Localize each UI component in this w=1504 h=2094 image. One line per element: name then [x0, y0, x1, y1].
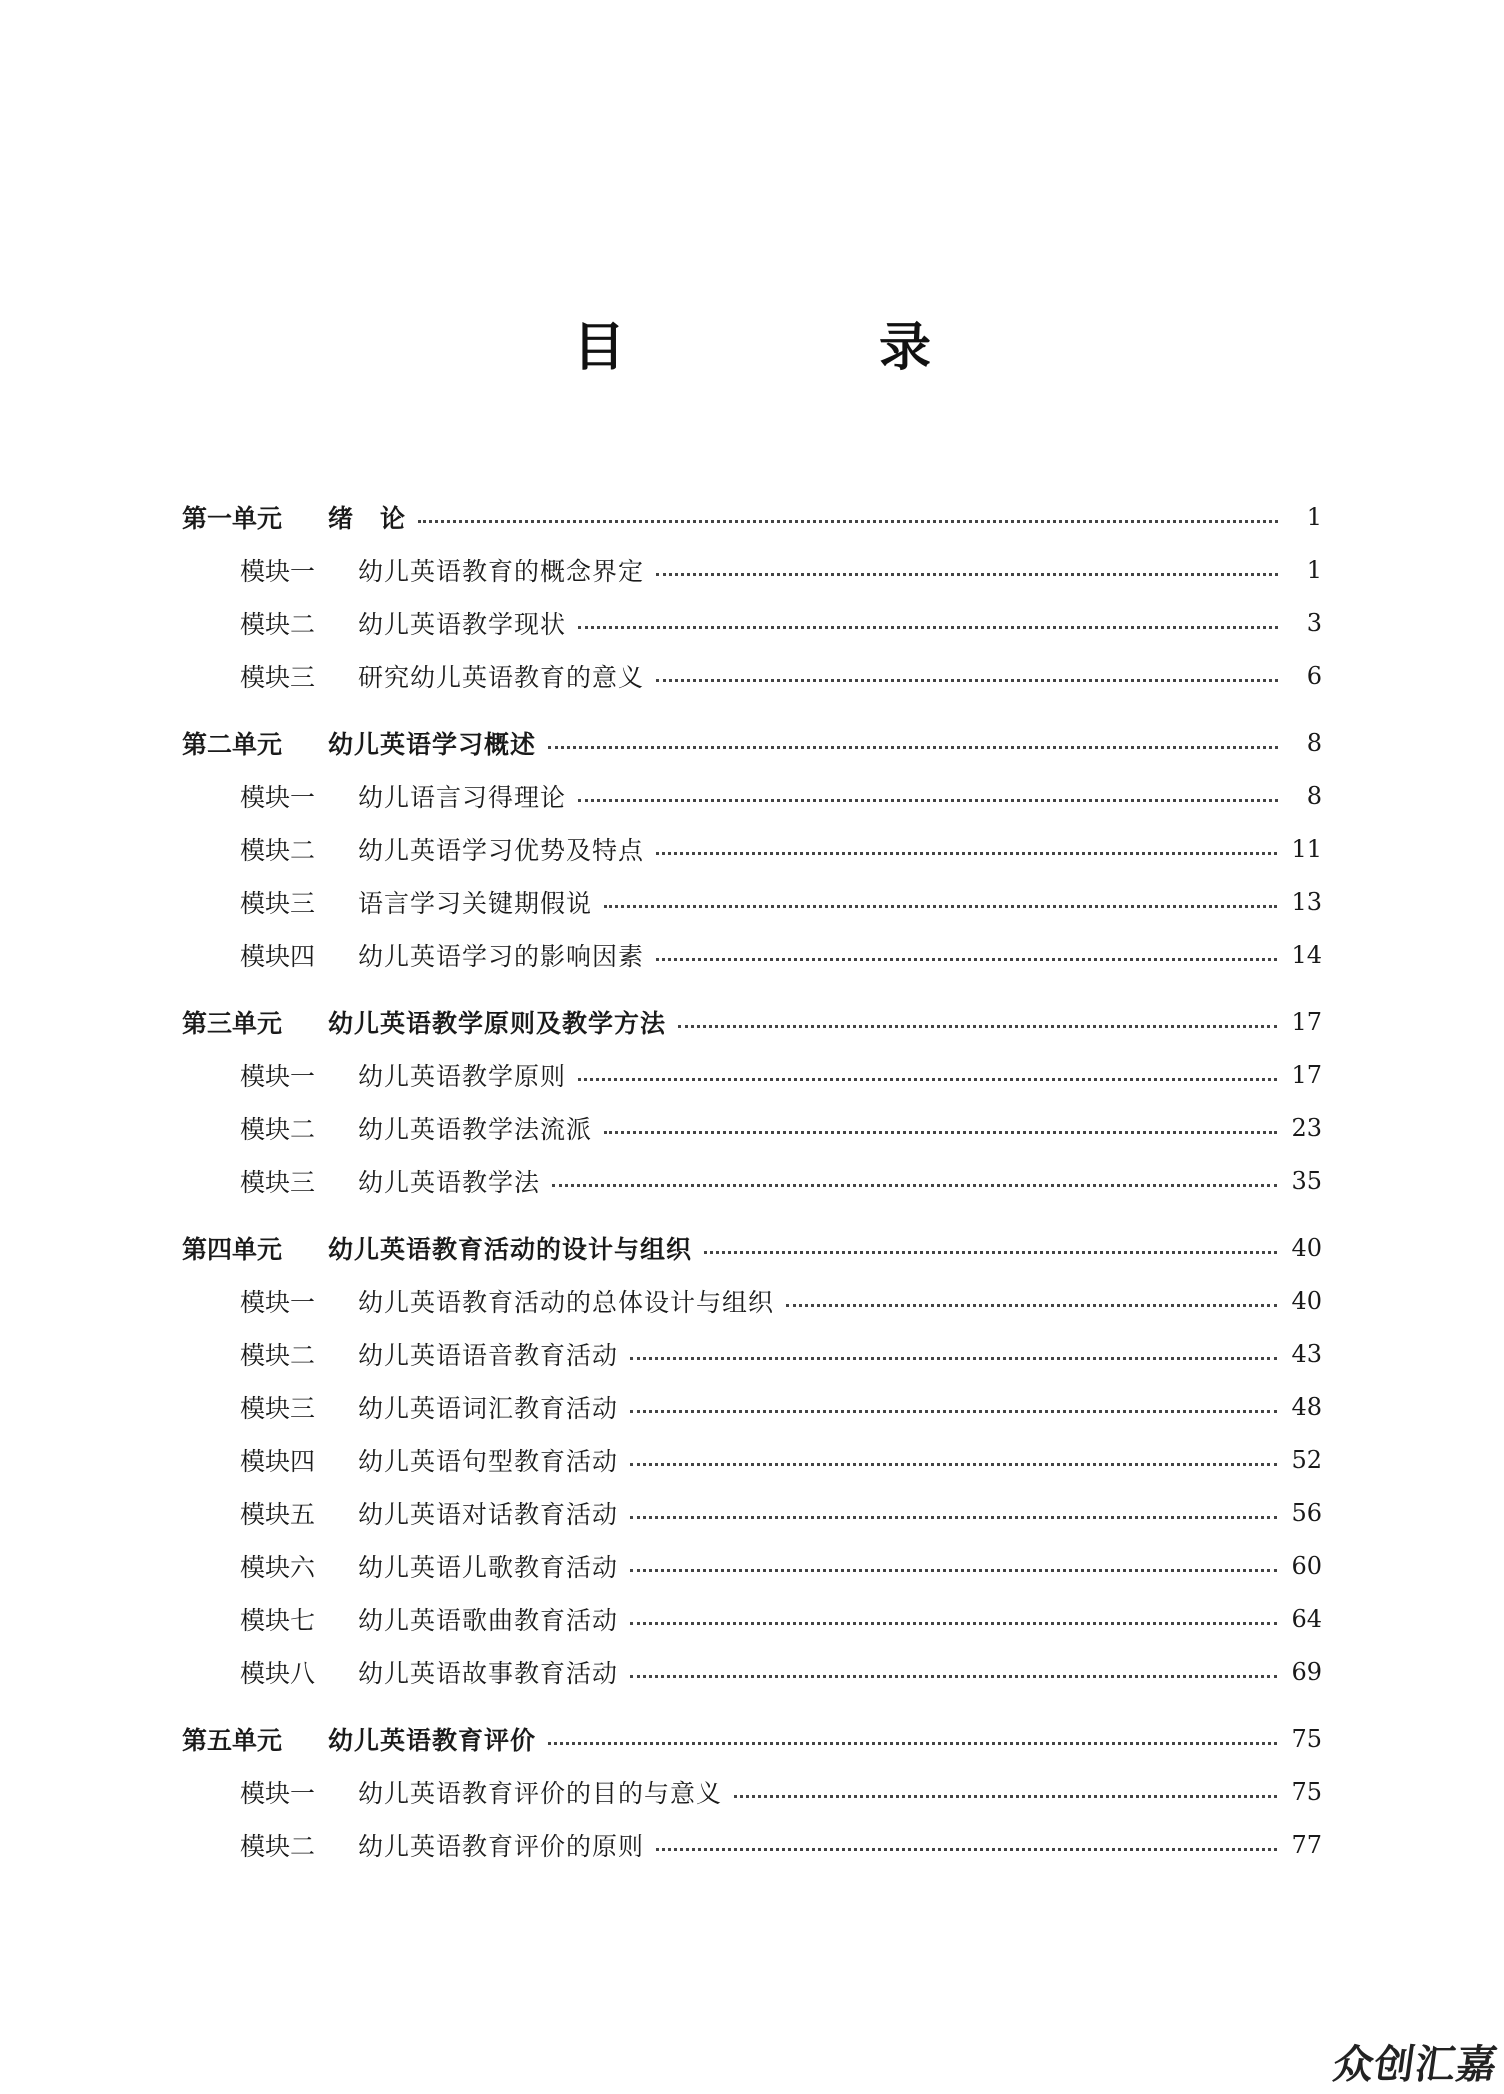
module-number: 模块二 [240, 835, 316, 865]
toc-unit-1 [0, 490, 1504, 702]
module-number: 模块一 [240, 1061, 316, 1091]
module-number: 模块五 [240, 1499, 316, 1529]
dot-leader [418, 520, 1278, 523]
unit-title: 幼儿英语教学原则及教学方法 [328, 1008, 667, 1038]
page-number: 64 [1291, 1604, 1322, 1633]
dot-leader [678, 1025, 1277, 1028]
page-number: 6 [1306, 661, 1322, 690]
module-number: 模块三 [240, 1167, 316, 1197]
module-number: 模块六 [240, 1552, 316, 1582]
dot-leader [578, 1078, 1277, 1081]
dot-leader [656, 1848, 1277, 1851]
module-number: 模块三 [240, 662, 316, 692]
dot-leader [656, 958, 1277, 961]
module-title: 幼儿英语故事教育活动 [358, 1658, 619, 1688]
toc-module-row[interactable] [0, 1274, 1322, 1327]
dot-leader [630, 1516, 1277, 1519]
dot-leader [604, 1131, 1277, 1134]
module-title: 幼儿英语学习的影响因素 [358, 941, 645, 971]
module-title: 幼儿英语对话教育活动 [358, 1499, 619, 1529]
toc-module-row[interactable] [0, 769, 1322, 822]
toc-unit-row[interactable] [0, 995, 1322, 1048]
module-number: 模块二 [240, 1831, 316, 1861]
module-number: 模块二 [240, 1340, 316, 1370]
page-number: 13 [1291, 887, 1322, 916]
module-number: 模块四 [240, 941, 316, 971]
page-number: 75 [1291, 1724, 1322, 1753]
toc-module-row[interactable] [0, 822, 1322, 875]
module-title: 幼儿英语词汇教育活动 [358, 1393, 619, 1423]
table-of-contents [0, 490, 1504, 1871]
toc-unit-5 [0, 1712, 1504, 1871]
toc-unit-row[interactable] [0, 1712, 1322, 1765]
module-number: 模块八 [240, 1658, 316, 1688]
module-title: 幼儿英语教学法流派 [358, 1114, 593, 1144]
module-number: 模块三 [240, 888, 316, 918]
module-title: 幼儿英语教学法 [358, 1167, 541, 1197]
module-number: 模块七 [240, 1605, 316, 1635]
toc-module-row[interactable] [0, 1327, 1322, 1380]
page-title: 目 录 [572, 318, 1050, 378]
module-title: 幼儿英语教学现状 [358, 609, 567, 639]
toc-unit-row[interactable] [0, 490, 1322, 543]
page-number: 3 [1306, 608, 1322, 637]
dot-leader [552, 1184, 1277, 1187]
toc-module-row[interactable] [0, 543, 1322, 596]
toc-unit-3 [0, 995, 1504, 1207]
toc-module-row[interactable] [0, 1539, 1322, 1592]
toc-module-row[interactable] [0, 1818, 1322, 1871]
toc-module-row[interactable] [0, 1765, 1322, 1818]
page-number: 75 [1291, 1777, 1322, 1806]
toc-module-row[interactable] [0, 1486, 1322, 1539]
page-number: 8 [1306, 728, 1322, 757]
module-number: 模块四 [240, 1446, 316, 1476]
toc-unit-row[interactable] [0, 1221, 1322, 1274]
page-number: 56 [1291, 1498, 1322, 1527]
toc-unit-2 [0, 716, 1504, 981]
toc-unit-4 [0, 1221, 1504, 1698]
dot-leader [630, 1463, 1277, 1466]
unit-title: 幼儿英语学习概述 [328, 729, 537, 759]
page-number: 1 [1306, 555, 1322, 584]
dot-leader [604, 905, 1277, 908]
toc-module-row[interactable] [0, 649, 1322, 702]
dot-leader [656, 573, 1278, 576]
page-number: 77 [1291, 1830, 1322, 1859]
dot-leader [630, 1622, 1277, 1625]
dot-leader [734, 1795, 1277, 1798]
toc-unit-row[interactable] [0, 716, 1322, 769]
toc-module-row[interactable] [0, 1154, 1322, 1207]
watermark-logo: 众创汇嘉 [1330, 2042, 1501, 2088]
toc-module-row[interactable] [0, 875, 1322, 928]
module-number: 模块一 [240, 782, 316, 812]
module-title: 语言学习关键期假说 [358, 888, 593, 918]
toc-module-row[interactable] [0, 596, 1322, 649]
page-number: 43 [1291, 1339, 1322, 1368]
toc-module-row[interactable] [0, 928, 1322, 981]
module-title: 幼儿英语教育活动的总体设计与组织 [358, 1287, 775, 1317]
unit-title: 幼儿英语教育活动的设计与组织 [328, 1234, 693, 1264]
module-title: 幼儿英语教育评价的目的与意义 [358, 1778, 723, 1808]
unit-title: 绪 论 [328, 503, 407, 533]
page-number: 40 [1291, 1233, 1322, 1262]
toc-module-row[interactable] [0, 1101, 1322, 1154]
module-title: 幼儿英语教育评价的原则 [358, 1831, 645, 1861]
module-title: 幼儿英语语音教育活动 [358, 1340, 619, 1370]
page-number: 11 [1291, 834, 1322, 863]
module-title: 幼儿英语教育的概念界定 [358, 556, 645, 586]
toc-module-row[interactable] [0, 1645, 1322, 1698]
page-number: 17 [1291, 1007, 1322, 1036]
page-number: 23 [1291, 1113, 1322, 1142]
page-number: 60 [1291, 1551, 1322, 1580]
dot-leader [630, 1357, 1277, 1360]
page-number: 48 [1291, 1392, 1322, 1421]
toc-module-row[interactable] [0, 1048, 1322, 1101]
dot-leader [656, 679, 1278, 682]
dot-leader [548, 746, 1278, 749]
page-number: 52 [1291, 1445, 1322, 1474]
page-number: 8 [1306, 781, 1322, 810]
page-number: 35 [1291, 1166, 1322, 1195]
module-title: 幼儿英语学习优势及特点 [358, 835, 645, 865]
unit-title: 幼儿英语教育评价 [328, 1725, 537, 1755]
dot-leader [630, 1410, 1277, 1413]
unit-number: 第四单元 [182, 1234, 283, 1264]
unit-number: 第二单元 [182, 729, 283, 759]
module-number: 模块一 [240, 1778, 316, 1808]
module-title: 幼儿语言习得理论 [358, 782, 567, 812]
dot-leader [656, 852, 1277, 855]
unit-number: 第五单元 [182, 1725, 283, 1755]
unit-number: 第三单元 [182, 1008, 283, 1038]
module-title: 幼儿英语教学原则 [358, 1061, 567, 1091]
module-number: 模块一 [240, 556, 316, 586]
module-number: 模块三 [240, 1393, 316, 1423]
page-number: 1 [1306, 502, 1322, 531]
toc-module-row[interactable] [0, 1433, 1322, 1486]
dot-leader [786, 1304, 1277, 1307]
dot-leader [630, 1569, 1277, 1572]
toc-module-row[interactable] [0, 1592, 1322, 1645]
module-number: 模块二 [240, 609, 316, 639]
dot-leader [630, 1675, 1277, 1678]
dot-leader [578, 626, 1278, 629]
page-number: 69 [1291, 1657, 1322, 1686]
toc-module-row[interactable] [0, 1380, 1322, 1433]
module-number: 模块一 [240, 1287, 316, 1317]
page-number: 14 [1291, 940, 1322, 969]
dot-leader [704, 1251, 1277, 1254]
module-title: 研究幼儿英语教育的意义 [358, 662, 645, 692]
page-number: 17 [1291, 1060, 1322, 1089]
unit-number: 第一单元 [182, 503, 283, 533]
module-title: 幼儿英语句型教育活动 [358, 1446, 619, 1476]
dot-leader [578, 799, 1278, 802]
module-title: 幼儿英语歌曲教育活动 [358, 1605, 619, 1635]
page-number: 40 [1291, 1286, 1322, 1315]
module-number: 模块二 [240, 1114, 316, 1144]
dot-leader [548, 1742, 1277, 1745]
module-title: 幼儿英语儿歌教育活动 [358, 1552, 619, 1582]
